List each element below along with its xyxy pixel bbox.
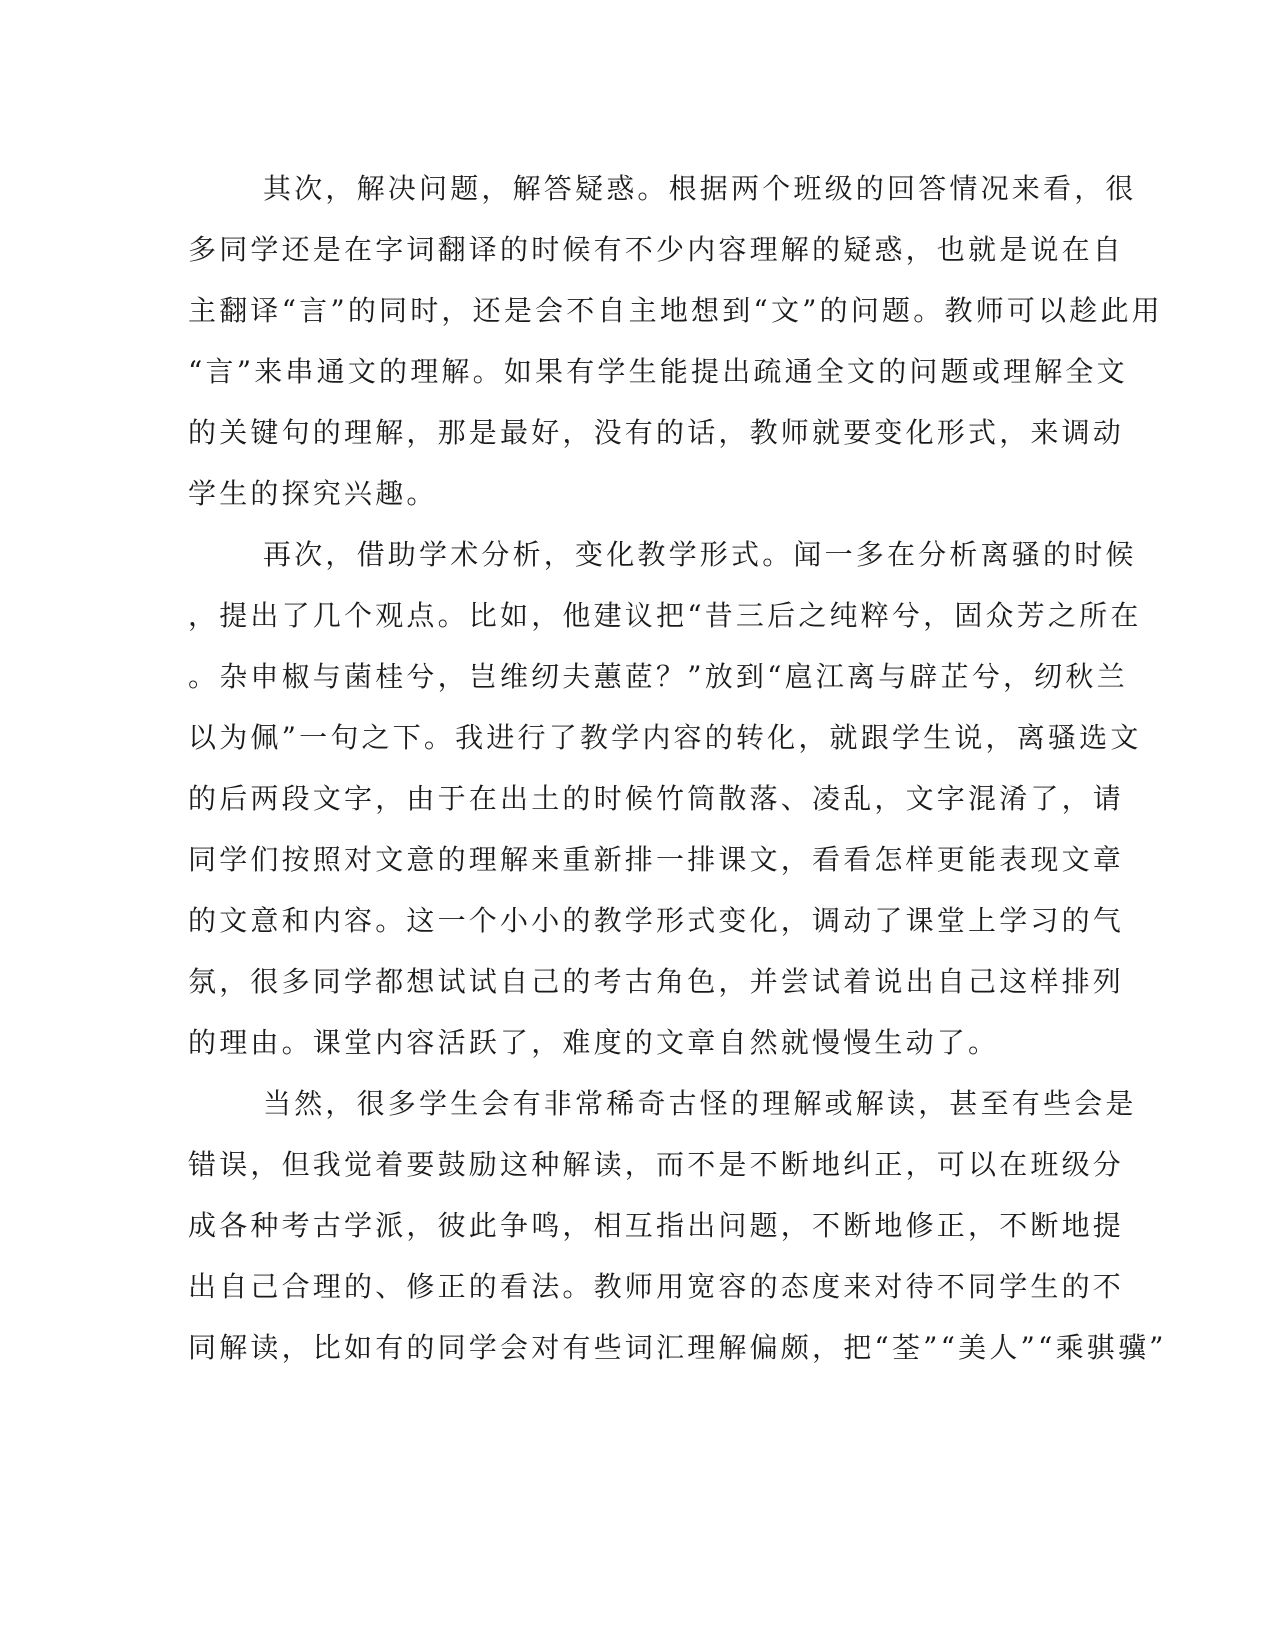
paragraph-2 (188, 524, 1142, 1073)
text-line: 的关键句的理解，那是最好，没有的话，教师就要变化形式，来调动 (188, 416, 1125, 449)
text-line: 错误，但我觉着要鼓励这种解读，而不是不断地纠正，可以在班级分 (188, 1148, 1125, 1181)
text-line: 的后两段文字，由于在出土的时候竹筒散落、凌乱，文字混淆了，请 (188, 782, 1125, 815)
text-line: 同解读，比如有的同学会对有些词汇理解偏颇，把“荃”“美人”“乘骐骥” (188, 1331, 1167, 1364)
text-line: 成各种考古学派，彼此争鸣，相互指出问题，不断地修正，不断地提 (188, 1209, 1125, 1242)
text-line: 当然，很多学生会有非常稀奇古怪的理解或解读，甚至有些会是 (263, 1087, 1137, 1120)
text-line: 氛，很多同学都想试试自己的考古角色，并尝试着说出自己这样排列 (188, 965, 1125, 998)
paragraph-1 (188, 158, 1163, 524)
text-line: 多同学还是在字词翻译的时候有不少内容理解的疑惑，也就是说在自 (188, 233, 1125, 266)
text-line: 以为佩”一句之下。我进行了教学内容的转化，就跟学生说，离骚选文 (188, 721, 1142, 754)
text-line: “言”来串通文的理解。如果有学生能提出疏通全文的问题或理解全文 (188, 355, 1128, 388)
text-line: 同学们按照对文意的理解来重新排一排课文，看看怎样更能表现文章 (188, 843, 1125, 876)
text-line: ，提出了几个观点。比如，他建议把“昔三后之纯粹兮，固众芳之所在 (188, 599, 1142, 632)
text-line: 的理由。课堂内容活跃了，难度的文章自然就慢慢生动了。 (188, 1026, 1000, 1059)
text-line: 主翻译“言”的同时，还是会不自主地想到“文”的问题。教师可以趁此用 (188, 294, 1163, 327)
text-line: 。杂申椒与菌桂兮，岂维纫夫蕙茝？”放到“扈江离与辟芷兮，纫秋兰 (188, 660, 1128, 693)
text-line: 学生的探究兴趣。 (188, 477, 438, 510)
text-line: 其次，解决问题，解答疑惑。根据两个班级的回答情况来看，很 (263, 172, 1137, 205)
text-line: 再次，借助学术分析，变化教学形式。闻一多在分析离骚的时候 (263, 538, 1137, 571)
document-body (188, 158, 1167, 1378)
text-line: 的文意和内容。这一个小小的教学形式变化，调动了课堂上学习的气 (188, 904, 1125, 937)
paragraph-3 (188, 1073, 1167, 1378)
text-line: 出自己合理的、修正的看法。教师用宽容的态度来对待不同学生的不 (188, 1270, 1125, 1303)
